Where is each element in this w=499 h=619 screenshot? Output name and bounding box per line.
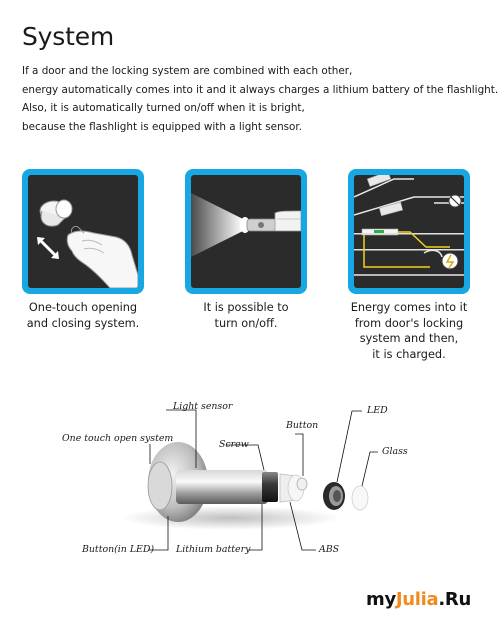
description-line-2: energy automatically comes into it and it always charges a lithium battery of the flashlight. — [22, 83, 499, 96]
label-one-touch-open-system: One touch open system — [62, 433, 174, 444]
label-screw: Screw — [219, 439, 249, 450]
label-abs: ABS — [319, 544, 340, 555]
brand-part-3: .Ru — [438, 589, 472, 610]
panel-charging — [348, 169, 470, 294]
caption-line: Energy comes into it — [350, 301, 468, 314]
flashlight-body — [176, 470, 268, 504]
shadow — [120, 506, 340, 530]
label-light-sensor: Light sensor — [173, 401, 233, 412]
screw-ring — [262, 472, 278, 502]
caption-line: turn on/off. — [214, 316, 278, 330]
description-paragraph — [22, 62, 499, 136]
label-glass: Glass — [382, 446, 408, 457]
description-line-1: If a door and the locking system are combined with each other, — [22, 65, 353, 77]
caption-line: It is possible to — [203, 301, 289, 314]
label-led: LED — [367, 405, 388, 416]
brand-part-2: Julia — [395, 589, 439, 610]
panel-one-touch-illustration — [28, 175, 138, 288]
label-button-in-led: Button(in LED) — [82, 544, 155, 555]
page-title: System — [22, 22, 115, 51]
caption-line: system and then, — [359, 332, 459, 345]
label-button: Button — [286, 420, 319, 431]
panel-charging-illustration — [354, 175, 464, 288]
panel-caption-turn-on-off — [171, 300, 321, 331]
caption-line: and closing system. — [26, 316, 140, 330]
exploded-flashlight-diagram — [0, 390, 499, 570]
hand-door-illustration — [28, 175, 138, 288]
caption-line: from door's locking — [354, 316, 464, 330]
description-line-4: because the flashlight is equipped with a light sensor. — [22, 120, 303, 133]
watermark-brand — [366, 589, 471, 610]
label-lithium-battery: Lithium battery — [176, 544, 251, 555]
caption-line: One-touch opening — [28, 301, 138, 314]
panel-one-touch — [22, 169, 144, 294]
flashlight-beam-illustration — [191, 175, 301, 288]
caption-line: it is charged. — [372, 347, 446, 361]
description-line-3: Also, it is automatically turned on/off when it is bright, — [22, 102, 305, 114]
button-part — [297, 478, 307, 490]
brand-part-1: my — [366, 589, 396, 610]
panel-caption-one-touch — [8, 300, 158, 331]
panel-turn-on-off — [185, 169, 307, 294]
panel-caption-charging — [334, 300, 484, 362]
panel-turn-on-off-illustration — [191, 175, 301, 288]
door-charging-illustration — [354, 175, 464, 288]
glass-lens — [352, 486, 368, 510]
